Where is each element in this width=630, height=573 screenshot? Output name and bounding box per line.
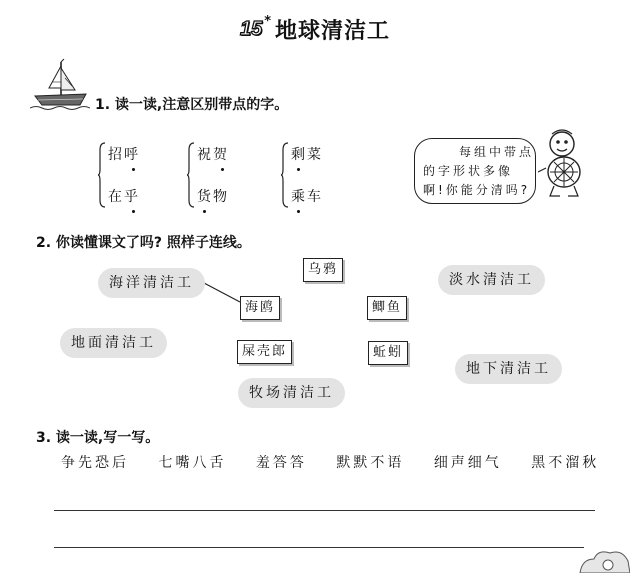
writing-line[interactable] bbox=[54, 547, 584, 548]
animal-box: 屎壳郎 bbox=[237, 340, 292, 364]
animal-box: 鲫鱼 bbox=[367, 296, 407, 320]
idiom: 细声细气 bbox=[433, 455, 502, 471]
lesson-number: 15 bbox=[239, 18, 263, 40]
lesson-mark: * bbox=[264, 14, 272, 29]
animal-box: 海鸥 bbox=[240, 296, 280, 320]
pair-top-word: 招呼 bbox=[108, 147, 140, 163]
cleaner-label: 淡水清洁工 bbox=[438, 265, 545, 295]
bubble-line: 啊!你能分清吗? bbox=[423, 183, 531, 197]
idiom: 默默不语 bbox=[336, 455, 405, 471]
section3-heading: 3. 读一读,写一写。 bbox=[36, 430, 160, 446]
idiom: 争先恐后 bbox=[61, 455, 129, 471]
pair-bottom-word: 乘车 bbox=[291, 189, 323, 205]
section2-heading: 2. 你读懂课文了吗? 照样子连线。 bbox=[36, 235, 251, 251]
bubble-line: 每组中带点 bbox=[459, 145, 535, 159]
animal-box: 乌鸦 bbox=[303, 258, 343, 282]
idiom: 七嘴八舌 bbox=[158, 455, 227, 471]
cleaner-label: 地下清洁工 bbox=[455, 354, 562, 384]
idiom: 黑不溜秋 bbox=[531, 455, 600, 471]
pair-top-word: 祝贺 bbox=[197, 147, 229, 163]
animal-box: 蚯蚓 bbox=[368, 341, 408, 365]
idiom-list bbox=[61, 452, 599, 472]
cleaner-label: 地面清洁工 bbox=[60, 328, 167, 358]
corner-cloud-illustration bbox=[578, 545, 630, 573]
section1-heading: 1. 读一读,注意区别带点的字。 bbox=[95, 97, 289, 113]
pair-bottom-word: 货物 bbox=[197, 189, 229, 205]
writing-line[interactable] bbox=[54, 510, 595, 511]
cleaner-label: 海洋清洁工 bbox=[98, 268, 205, 298]
idiom: 羞答答 bbox=[255, 455, 307, 471]
pair-bottom-word: 在乎 bbox=[108, 189, 140, 205]
lesson-title: 地球清洁工 bbox=[275, 19, 391, 44]
pair-top-word: 剩菜 bbox=[291, 147, 323, 163]
cleaner-label: 牧场清洁工 bbox=[238, 378, 345, 408]
bubble-line: 的字形状多像 bbox=[423, 164, 514, 178]
